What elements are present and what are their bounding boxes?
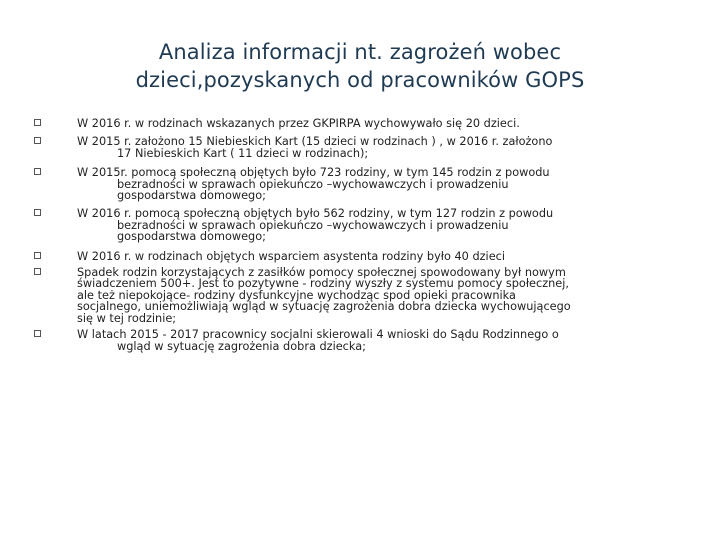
bullet-text-line: świadczeniem 500+. Jest to pozytywne - rodziny wyszły z systemu pomocy społecznej, bbox=[77, 277, 569, 291]
bullet-item bbox=[34, 208, 684, 242]
square-bullet-icon bbox=[34, 209, 41, 216]
bullet-text-line: W 2015r. pomocą społeczną objętych było 723 rodziny, w tym 145 rodzin z powodu bbox=[77, 166, 550, 180]
square-bullet-icon bbox=[34, 268, 41, 275]
bullet-item bbox=[34, 329, 684, 352]
bullet-text-line: 17 Niebieskich Kart ( 11 dzieci w rodzinach); bbox=[117, 146, 369, 160]
title-line: dzieci,pozyskanych od pracowników GOPS bbox=[135, 68, 585, 92]
bullet-text-line: W 2016 r. w rodzinach wskazanych przez GKPIRPA wychowywało się 20 dzieci. bbox=[77, 117, 520, 130]
bullet-text-line: W 2016 r. w rodzinach objętych wsparciem asystenta rodziny było 40 dzieci bbox=[77, 249, 505, 263]
square-bullet-icon bbox=[34, 119, 41, 126]
bullet-text-line: gospodarstwa domowego; bbox=[117, 189, 266, 203]
bullet-text-line: W latach 2015 - 2017 pracownicy socjalni skierowali 4 wnioski do Sądu Rodzinnego o bbox=[77, 328, 559, 342]
bullet-item bbox=[34, 136, 684, 159]
bullet-text-line: bezradności w sprawach opiekuńczo –wychowawczych i prowadzeniu bbox=[117, 218, 509, 232]
bullet-text-line: wgląd w sytuację zagrożenia dobra dziecka; bbox=[117, 339, 366, 353]
bullet-text-line: Spadek rodzin korzystających z zasiłków pomocy społecznej spowodowany był nowym bbox=[77, 266, 566, 280]
bullet-list bbox=[34, 118, 684, 352]
bullet-item bbox=[34, 251, 684, 262]
bullet-item bbox=[34, 267, 684, 324]
bullet-item bbox=[34, 118, 684, 129]
square-bullet-icon bbox=[34, 330, 41, 337]
slide-title bbox=[60, 38, 660, 94]
square-bullet-icon bbox=[34, 168, 41, 175]
bullet-item bbox=[34, 167, 684, 201]
bullet-text-line: socjalnego, uniemożliwiają wgląd w sytuację zagrożenia dobra dziecka wychowującego bbox=[77, 300, 571, 314]
square-bullet-icon bbox=[34, 137, 41, 144]
bullet-text-line: gospodarstwa domowego; bbox=[117, 230, 266, 244]
title-line: Analiza informacji nt. zagrożeń wobec bbox=[158, 40, 562, 64]
bullet-text-line: się w tej rodzinie; bbox=[77, 311, 177, 325]
square-bullet-icon bbox=[34, 252, 41, 259]
bullet-text-line: ale też niepokojące- rodziny dysfunkcyjne wychodząc spod opieki pracownika bbox=[77, 288, 516, 302]
bullet-text-line: bezradności w sprawach opiekuńczo –wychowawczych i prowadzeniu bbox=[117, 177, 509, 191]
bullet-text-line: W 2015 r. założono 15 Niebieskich Kart (15 dzieci w rodzinach ) , w 2016 r. założono bbox=[77, 135, 553, 149]
bullet-text-line: W 2016 r. pomocą społeczną objętych było 562 rodziny, w tym 127 rodzin z powodu bbox=[77, 207, 554, 221]
